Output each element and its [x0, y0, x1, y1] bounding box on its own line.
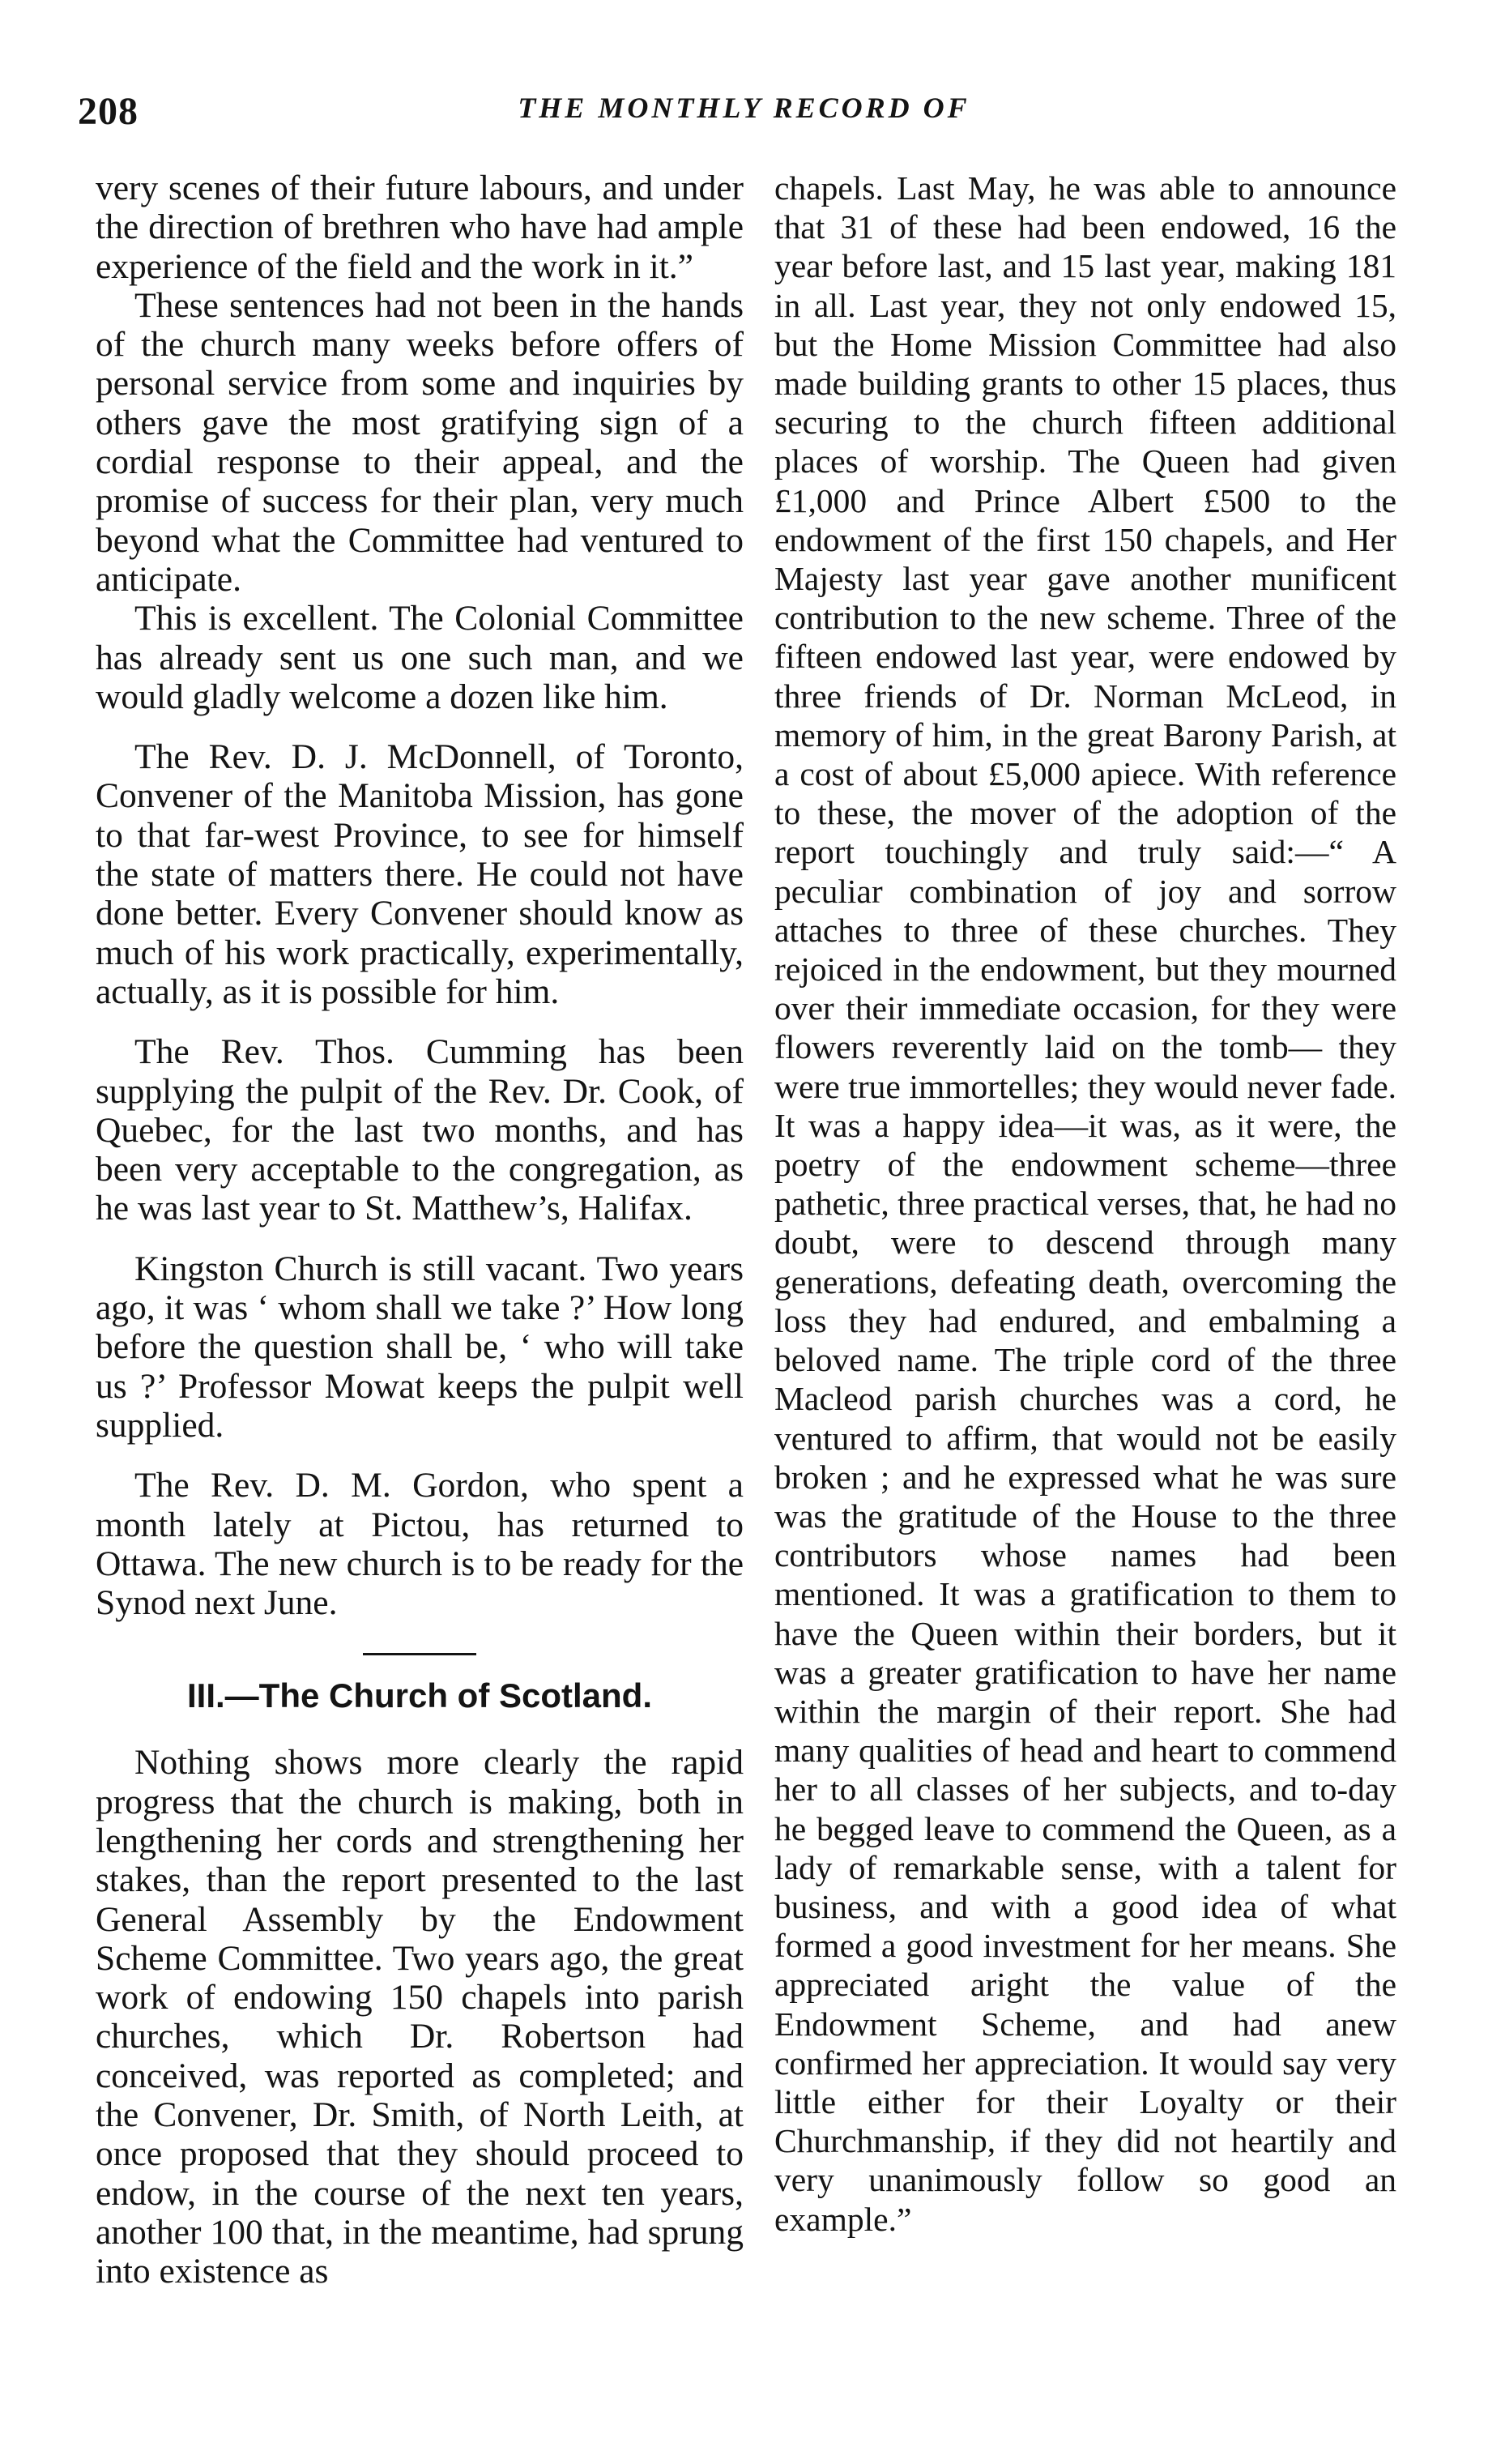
paragraph: chapels. Last May, he was able to announce that 31 of these had been endowed, 16 the year before last, and 15 last year, making 181 in all. Last year, they not only endowed 15, but the Home Mission Committee had also made building grants to other 15 places, thus securing to the church fifteen additional places of worship. The Queen had given £1,000 and Prince Albert £500 to the endowment of the first 150 chapels, and Her Majesty last year gave another munificent contribution to the new scheme. Three of the fifteen endowed last year, were endowed by three friends of Dr. Norman McLeod, in memory of him, in the great Barony Parish, at a cost of about £5,000 apiece. With reference to these, the mover of the adoption of the report touchingly and truly said:—“ A peculiar combination of joy and sorrow attaches to three of these churches. They rejoiced in the endowment, but they mourned over their immediate occasion, for they were flowers reverently laid on the tomb— they were true immortelles; they would never fade. It was a happy idea—it was, as it were, the poetry of the endowment scheme—three pathetic, three practical verses, that, he had no doubt, were to descend through many generations, defeating death, overcoming the loss they had endured, and embalming a beloved name. The triple cord of the three Macleod parish churches was a cord, he ventured to affirm, that would not be easily broken ; and he expressed what he was sure was the gratitude of the House to the three contributors whose names had been mentioned. It was a gratification to them to have the Queen within their borders, but it was a greater gratification to have her name within the margin of their report. She had many qualities of head and heart to commend her to all classes of her subjects, and to-day he begged leave to commend the Queen, as a lady of remarkable sense, with a talent for business, and with a good idea of what formed a good investment for her means. She appreciated aright the value of the Endowment Scheme, and had anew confirmed her appreciation. It would say very little either for their Loyalty or their Churchmanship, if they did not heartily and very unanimously follow so good an example.”	[774, 169, 1396, 2238]
paragraph: Nothing shows more clearly the rapid progress that the church is making, both in lengthening her cords and strengthening her stakes, than the report presented to the last General Assembly by the Endowment Scheme Committee. Two years ago, the great work of endowing 150 chapels into parish churches, which Dr. Robertson had conceived, was reported as completed; and the Convener, Dr. Smith, of North Leith, at once proposed that they should proceed to endow, in the course of the next ten years, another 100 that, in the meantime, had sprung into existence as	[96, 1743, 744, 2291]
paragraph: The Rev. D. M. Gordon, who spent a month lately at Pictou, has returned to Ottawa. The new church is to be ready for the Synod next June.	[96, 1466, 744, 1623]
paragraph: This is excellent. The Colonial Committee has already sent us one such man, and we would gladly welcome a dozen like him.	[96, 599, 744, 716]
left-column	[96, 169, 744, 2291]
running-title: THE MONTHLY RECORD OF	[518, 92, 970, 124]
paragraph: These sentences had not been in the hands of the church many weeks before offers of personal service from some and inquiries by others gave the most gratifying sign of a cordial response to their appeal, and the promise of success for their plan, very much beyond what the Committee had ventured to anticipate.	[96, 285, 744, 599]
paragraph: Kingston Church is still vacant. Two years ago, it was ‘ whom shall we take ?’ How long before the question shall be, ‘ who will take us ?’ Professor Mowat keeps the pulpit well supplied.	[96, 1249, 744, 1445]
paragraph: The Rev. D. J. McDonnell, of Toronto, Convener of the Manitoba Mission, has gone to that far-west Province, to see for himself the state of matters there. He could not have done better. Every Convener should know as much of his work practically, experimentally, actually, as it is possible for him.	[96, 737, 744, 1011]
section-heading: III.—The Church of Scotland.	[186, 1676, 652, 1715]
paragraph: very scenes of their future labours, and under the direction of brethren who have had ample experience of the field and the work in it.”	[96, 169, 744, 286]
section-divider	[363, 1653, 476, 1655]
page-number: 208	[78, 90, 139, 133]
paragraph: The Rev. Thos. Cumming has been supplying the pulpit of the Rev. Dr. Cook, of Quebec, for the last two months, and has been very acceptable to the congregation, as he was last year to St. Matthew’s, Halifax.	[96, 1032, 744, 1228]
right-column	[774, 169, 1396, 2239]
